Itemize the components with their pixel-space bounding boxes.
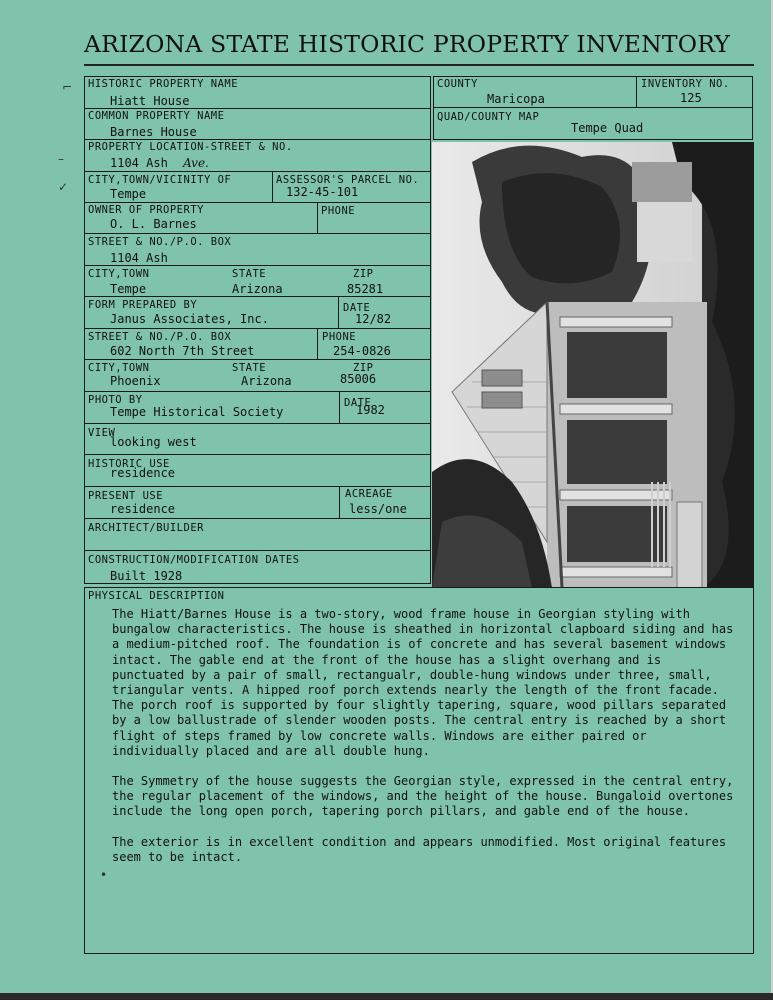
- photo-by-value: Tempe Historical Society: [110, 405, 284, 419]
- owner-value: O. L. Barnes: [110, 217, 197, 231]
- prep-phone-cell: PHONE 254-0826: [317, 328, 431, 360]
- parcel-cell: ASSESSOR'S PARCEL NO. 132-45-101: [272, 171, 431, 203]
- dates-value: Built 1928: [110, 569, 183, 583]
- date-value: 12/82: [355, 312, 392, 326]
- owner-state-value: Arizona: [232, 282, 283, 296]
- common-name-cell: COMMON PROPERTY NAME Barnes House: [84, 108, 431, 140]
- property-photograph: [432, 142, 754, 588]
- view-cell: VIEW looking west: [84, 423, 431, 455]
- quad-cell: QUAD/COUNTY MAP Tempe Quad: [433, 107, 753, 140]
- house-photo-image: [432, 142, 754, 588]
- prep-city-value: Phoenix: [110, 374, 161, 388]
- present-use-value: residence: [110, 502, 176, 516]
- description-cell: PHYSICAL DESCRIPTION: [84, 587, 754, 954]
- city-value: Tempe: [110, 187, 147, 201]
- city-cell: CITY,TOWN/VICINITY OF Tempe: [84, 171, 273, 203]
- parcel-value: 132-45-101: [286, 185, 359, 199]
- prep-state-value: Arizona: [241, 374, 292, 388]
- title-rule: [84, 64, 754, 66]
- owner-phone-cell: PHONE: [317, 202, 431, 234]
- date-cell: DATE 12/82: [338, 296, 431, 329]
- common-name-value: Barnes House: [110, 125, 197, 139]
- description-paragraph: The Symmetry of the house suggests the Georgian style, expressed in the central entry, the regular placement of the windows, and the height of the house. Bungaloid overtones include the long open porch, tapering porch pillars, and gable end of the house.: [112, 774, 734, 819]
- photo-date-cell: DATE 1982: [339, 391, 431, 424]
- handwritten-annotation: Ave.: [183, 156, 209, 170]
- county-cell: COUNTY Maricopa: [433, 76, 637, 108]
- photo-date-value: 1982: [356, 403, 385, 417]
- check-mark: –: [58, 152, 64, 166]
- architect-cell: ARCHITECT/BUILDER: [84, 518, 431, 551]
- inventory-value: 125: [680, 91, 702, 105]
- historic-name-value: Hiatt House: [110, 94, 190, 108]
- owner-city-cell: CITY,TOWN STATE ZIP Tempe Arizona 85281: [84, 265, 431, 297]
- location-value: 1104 Ash: [110, 156, 168, 170]
- owner-street-cell: STREET & NO./P.O. BOX 1104 Ash: [84, 233, 431, 266]
- dates-cell: CONSTRUCTION/MODIFICATION DATES Built 1928: [84, 550, 431, 584]
- owner-street-value: 1104 Ash: [110, 251, 168, 265]
- view-value: looking west: [110, 435, 197, 449]
- form-title: ARIZONA STATE HISTORIC PROPERTY INVENTORY: [84, 30, 731, 58]
- historic-name-cell: HISTORIC PROPERTY NAME Hiatt House: [84, 76, 431, 109]
- county-value: Maricopa: [487, 92, 545, 106]
- historic-use-value: residence: [110, 466, 176, 480]
- prep-street-value: 602 North 7th Street: [110, 344, 255, 358]
- prepared-by-cell: FORM PREPARED BY Janus Associates, Inc.: [84, 296, 339, 329]
- prep-phone-value: 254-0826: [333, 344, 391, 358]
- inventory-cell: INVENTORY NO. 125: [636, 76, 753, 108]
- prep-street-cell: STREET & NO./P.O. BOX 602 North 7th Street: [84, 328, 318, 360]
- scan-edge-bottom: [0, 993, 773, 1000]
- prep-city-cell: CITY,TOWN STATE ZIP Phoenix Arizona 85006: [84, 359, 431, 392]
- bullet-mark: •: [100, 868, 108, 882]
- quad-value: Tempe Quad: [571, 121, 644, 135]
- photo-by-cell: PHOTO BY Tempe Historical Society: [84, 391, 340, 424]
- description-paragraph: The exterior is in excellent condition and appears unmodified. Most original features seem to be intact.: [112, 834, 727, 864]
- acreage-cell: ACREAGE less/one: [339, 486, 431, 519]
- description-text: [112, 607, 737, 880]
- owner-cell: OWNER OF PROPERTY O. L. Barnes: [84, 202, 318, 234]
- owner-zip-value: 85281: [347, 282, 384, 296]
- acreage-value: less/one: [349, 502, 407, 516]
- present-use-cell: PRESENT USE residence: [84, 486, 340, 519]
- location-cell: PROPERTY LOCATION-STREET & NO. 1104 Ash Ave.: [84, 139, 431, 172]
- prepared-by-value: Janus Associates, Inc.: [110, 312, 269, 326]
- check-mark: ⌐: [62, 80, 73, 94]
- historic-use-cell: HISTORIC USE residence: [84, 454, 431, 487]
- owner-city-value: Tempe: [110, 282, 147, 296]
- prep-zip-value: 85006: [340, 372, 377, 386]
- check-mark: ✓: [58, 180, 69, 194]
- description-paragraph: The Hiatt/Barnes House is a two-story, wood frame house in Georgian styling with bungalow characteristics. The house is sheathed in horizontal clapboard siding and has a medium-pitched roof. The foundation is of concrete and has several basement windows intact. The gable end at the front of the house has a slight overhang and is punctuated by a pair of small, rectangualr, double-hung windows under three, small, triangular vents. A hipped roof porch extends nearly the length of the front facade. The porch roof is supported by four slightly tapering, square, wood pillars separated by a low ballustrade of slender wooden posts. The central entry is reached by a short flight of steps framed by low concrete walls. Windows are either paired or individually placed and are all double hung.: [112, 607, 734, 758]
